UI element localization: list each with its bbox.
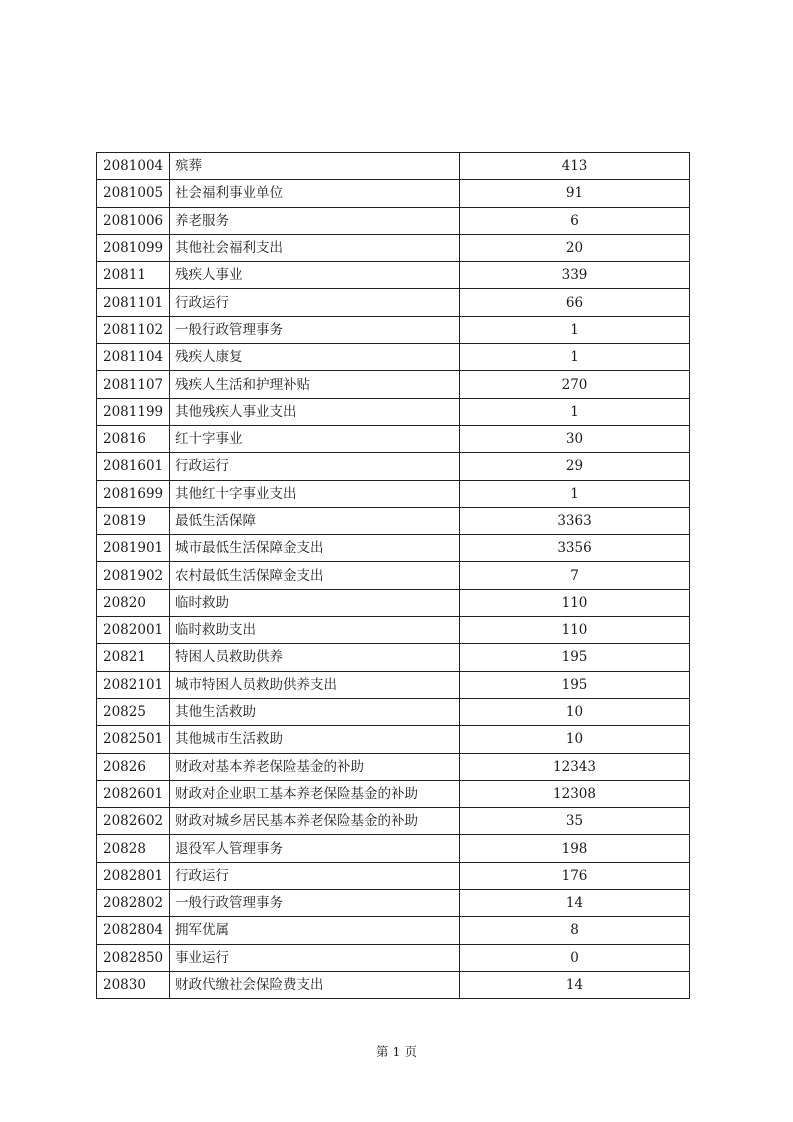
row-code: 2082802 <box>97 890 170 917</box>
budget-table-body <box>97 153 690 999</box>
table-row <box>97 617 690 644</box>
table-row <box>97 453 690 480</box>
row-amount: 6 <box>460 207 690 234</box>
row-amount: 1 <box>460 398 690 425</box>
table-row <box>97 944 690 971</box>
row-name: 一般行政管理事务 <box>170 890 460 917</box>
row-amount: 270 <box>460 371 690 398</box>
row-amount: 110 <box>460 589 690 616</box>
row-name: 城市特困人员救助供养支出 <box>170 671 460 698</box>
table-row <box>97 917 690 944</box>
row-amount: 1 <box>460 316 690 343</box>
row-amount: 20 <box>460 234 690 261</box>
table-row <box>97 562 690 589</box>
row-code: 2081601 <box>97 453 170 480</box>
row-code: 20816 <box>97 425 170 452</box>
row-code: 20811 <box>97 262 170 289</box>
row-amount: 14 <box>460 971 690 998</box>
row-name: 财政对城乡居民基本养老保险基金的补助 <box>170 808 460 835</box>
row-code: 20820 <box>97 589 170 616</box>
row-name: 特困人员救助供养 <box>170 644 460 671</box>
table-row <box>97 289 690 316</box>
row-name: 行政运行 <box>170 862 460 889</box>
row-name: 殡葬 <box>170 153 460 180</box>
row-name: 拥军优属 <box>170 917 460 944</box>
row-name: 行政运行 <box>170 289 460 316</box>
row-name: 最低生活保障 <box>170 507 460 534</box>
row-name: 财政对基本养老保险基金的补助 <box>170 753 460 780</box>
table-row <box>97 207 690 234</box>
table-row <box>97 398 690 425</box>
row-name: 行政运行 <box>170 453 460 480</box>
row-amount: 195 <box>460 644 690 671</box>
row-code: 2081104 <box>97 344 170 371</box>
row-code: 2081004 <box>97 153 170 180</box>
table-row <box>97 698 690 725</box>
table-row <box>97 535 690 562</box>
row-amount: 1 <box>460 480 690 507</box>
table-row <box>97 780 690 807</box>
row-code: 2082602 <box>97 808 170 835</box>
row-amount: 35 <box>460 808 690 835</box>
row-code: 20830 <box>97 971 170 998</box>
table-row <box>97 726 690 753</box>
table-row <box>97 180 690 207</box>
row-code: 2081107 <box>97 371 170 398</box>
row-amount: 30 <box>460 425 690 452</box>
table-row <box>97 862 690 889</box>
row-amount: 14 <box>460 890 690 917</box>
row-code: 2082001 <box>97 617 170 644</box>
row-name: 财政对企业职工基本养老保险基金的补助 <box>170 780 460 807</box>
table-row <box>97 835 690 862</box>
table-row <box>97 153 690 180</box>
row-name: 残疾人事业 <box>170 262 460 289</box>
row-amount: 339 <box>460 262 690 289</box>
table-row <box>97 671 690 698</box>
row-name: 其他城市生活救助 <box>170 726 460 753</box>
row-name: 社会福利事业单位 <box>170 180 460 207</box>
row-amount: 10 <box>460 698 690 725</box>
table-row <box>97 753 690 780</box>
row-code: 2081102 <box>97 316 170 343</box>
row-name: 养老服务 <box>170 207 460 234</box>
row-amount: 3363 <box>460 507 690 534</box>
row-name: 财政代缴社会保险费支出 <box>170 971 460 998</box>
table-row <box>97 589 690 616</box>
row-amount: 195 <box>460 671 690 698</box>
row-amount: 198 <box>460 835 690 862</box>
row-name: 退役军人管理事务 <box>170 835 460 862</box>
row-name: 其他残疾人事业支出 <box>170 398 460 425</box>
row-code: 2082101 <box>97 671 170 698</box>
row-code: 20826 <box>97 753 170 780</box>
row-amount: 10 <box>460 726 690 753</box>
row-name: 其他生活救助 <box>170 698 460 725</box>
table-row <box>97 507 690 534</box>
table-row <box>97 316 690 343</box>
row-code: 20828 <box>97 835 170 862</box>
row-amount: 1 <box>460 344 690 371</box>
row-name: 残疾人康复 <box>170 344 460 371</box>
row-amount: 12343 <box>460 753 690 780</box>
row-code: 2082801 <box>97 862 170 889</box>
row-name: 残疾人生活和护理补贴 <box>170 371 460 398</box>
row-amount: 91 <box>460 180 690 207</box>
row-code: 2081901 <box>97 535 170 562</box>
row-code: 2081005 <box>97 180 170 207</box>
row-amount: 7 <box>460 562 690 589</box>
row-name: 其他社会福利支出 <box>170 234 460 261</box>
row-code: 20819 <box>97 507 170 534</box>
row-name: 事业运行 <box>170 944 460 971</box>
row-code: 2081101 <box>97 289 170 316</box>
row-name: 城市最低生活保障金支出 <box>170 535 460 562</box>
page-number: 第 1 页 <box>376 1044 417 1059</box>
table-row <box>97 234 690 261</box>
row-code: 20821 <box>97 644 170 671</box>
row-amount: 12308 <box>460 780 690 807</box>
row-code: 2081199 <box>97 398 170 425</box>
row-name: 红十字事业 <box>170 425 460 452</box>
budget-table <box>96 152 690 999</box>
row-code: 2081006 <box>97 207 170 234</box>
row-code: 2082804 <box>97 917 170 944</box>
row-code: 2082601 <box>97 780 170 807</box>
row-code: 2082850 <box>97 944 170 971</box>
table-row <box>97 808 690 835</box>
row-code: 2082501 <box>97 726 170 753</box>
row-amount: 413 <box>460 153 690 180</box>
row-amount: 110 <box>460 617 690 644</box>
table-row <box>97 371 690 398</box>
row-amount: 29 <box>460 453 690 480</box>
table-row <box>97 262 690 289</box>
row-code: 2081902 <box>97 562 170 589</box>
row-name: 临时救助 <box>170 589 460 616</box>
table-row <box>97 971 690 998</box>
row-code: 20825 <box>97 698 170 725</box>
row-name: 临时救助支出 <box>170 617 460 644</box>
row-amount: 176 <box>460 862 690 889</box>
row-name: 其他红十字事业支出 <box>170 480 460 507</box>
table-row <box>97 644 690 671</box>
row-amount: 3356 <box>460 535 690 562</box>
row-amount: 8 <box>460 917 690 944</box>
row-code: 2081099 <box>97 234 170 261</box>
row-code: 2081699 <box>97 480 170 507</box>
table-row <box>97 890 690 917</box>
row-amount: 66 <box>460 289 690 316</box>
row-name: 一般行政管理事务 <box>170 316 460 343</box>
table-row <box>97 344 690 371</box>
table-row <box>97 425 690 452</box>
row-amount: 0 <box>460 944 690 971</box>
row-name: 农村最低生活保障金支出 <box>170 562 460 589</box>
table-row <box>97 480 690 507</box>
